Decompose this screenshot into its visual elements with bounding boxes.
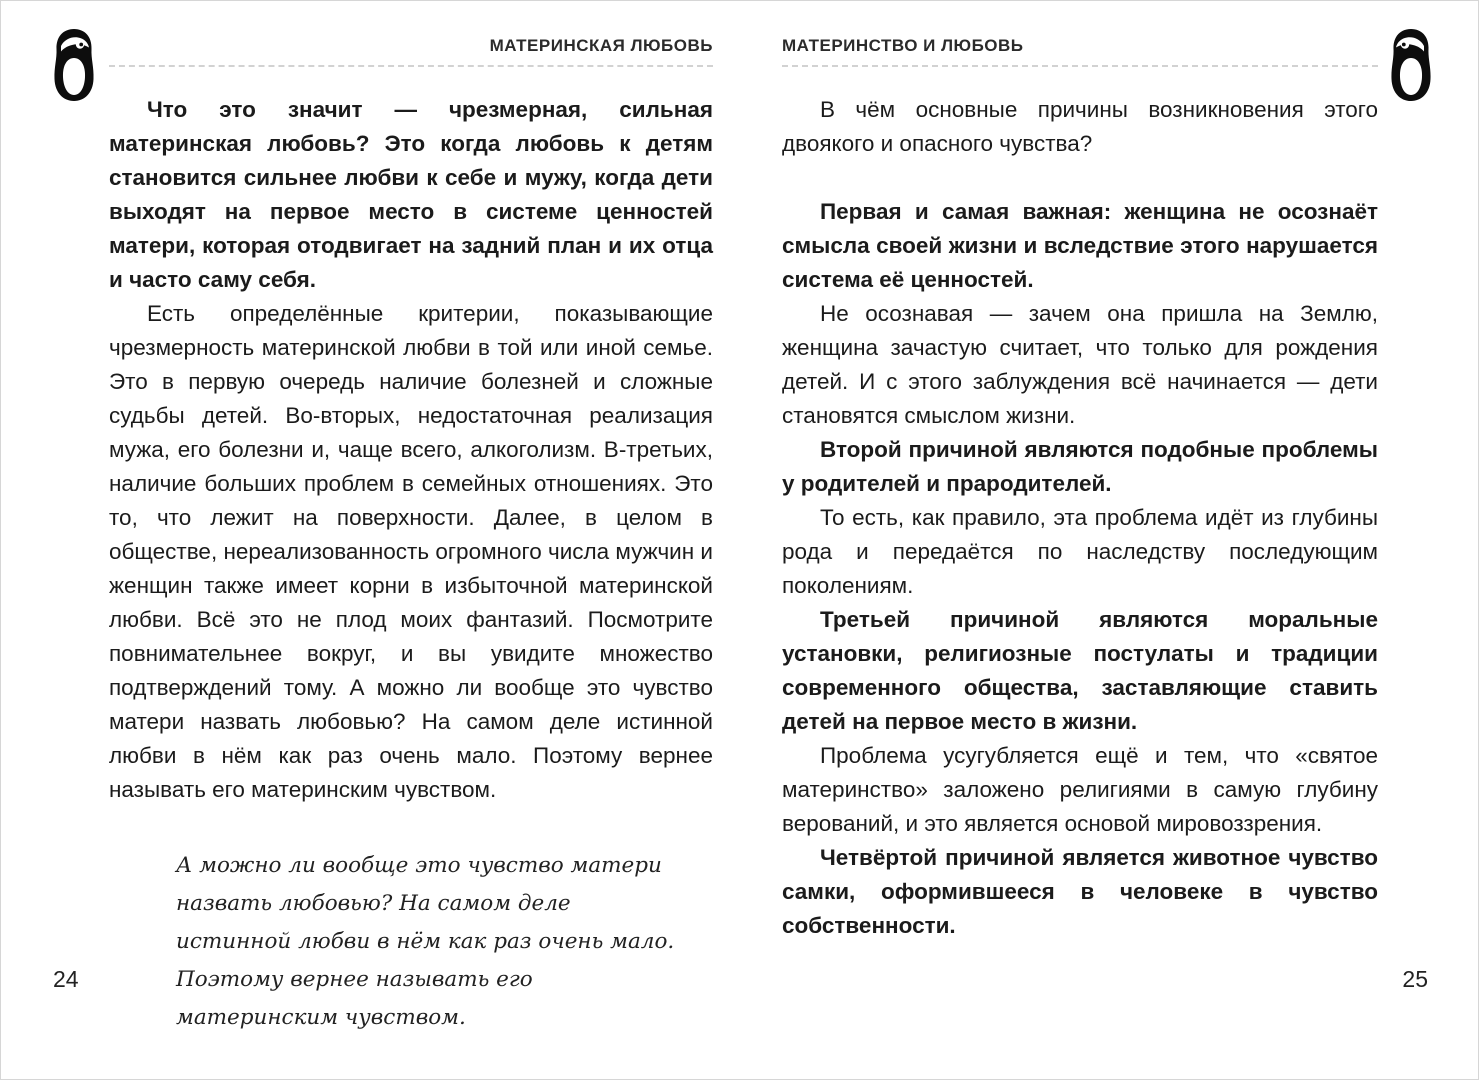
right-header-rule (782, 65, 1378, 67)
body-paragraph: Не осознавая — зачем она пришла на Землю, женщина зачастую считает, что только для рождения детей. И с этого заблуждения всё начинается — дети становятся смыслом жизни. (782, 301, 1378, 428)
penguin-logo-left-icon (51, 27, 97, 103)
body-paragraph: Есть определённые критерии, показывающие чрезмерность материнской любви в той или иной семье. Это в первую очередь наличие болезней и сложные судьбы детей. Во-вторых, недостаточная реализация мужа, его болезни и, чаще всего, алкоголизм. В-третьих, наличие больших проблем в семейных отношениях. Это то, что лежит на поверхности. Далее, в целом в обществе, нереализованность огромного числа мужчин и женщин также имеет корни в избыточной материнской любви. Всё это не плод моих фантазий. Посмотрите повнимательнее вокруг, и вы увидите множество подтверждений тому. А можно ли вообще это чувство матери назвать любовью? На самом деле истинной любви в нём как раз очень мало. Поэтому вернее называть его материнским чувством. (109, 301, 713, 802)
page-number-right: 25 (1402, 966, 1428, 992)
penguin-logo-right-icon (1388, 27, 1434, 103)
body-paragraph: Что это значит — чрезмерная, сильная материнская любовь? Это когда любовь к детям становится сильнее любви к себе и мужу, когда дети выходят на первое место в системе ценностей матери, которая отодвигает на задний план и их отца и часто саму себя. (109, 97, 713, 292)
left-running-header (109, 35, 713, 57)
body-paragraph: Четвёртой причиной является животное чувство самки, оформившееся в человеке в чувство собственности. (782, 845, 1378, 938)
right-header-title: МАТЕРИНСТВО И ЛЮБОВЬ (782, 36, 1024, 55)
left-body-text (109, 93, 713, 1037)
body-paragraph: Первая и самая важная: женщина не осознаёт смысла своей жизни и вследствие этого нарушается система её ценностей. (782, 199, 1378, 292)
body-paragraph: В чём основные причины возникновения этого двоякого и опасного чувства? (782, 97, 1378, 156)
right-body-text (782, 93, 1378, 943)
left-page (109, 35, 713, 1037)
page-number-left: 24 (53, 966, 79, 992)
right-page (782, 35, 1378, 943)
body-paragraph: То есть, как правило, эта проблема идёт из глубины рода и передаётся по наследству последующим поколениям. (782, 505, 1378, 598)
right-running-header (782, 35, 1378, 57)
left-header-title: МАТЕРИНСКАЯ ЛЮБОВЬ (489, 36, 713, 55)
body-paragraph: Второй причиной являются подобные проблемы у родителей и прародителей. (782, 437, 1378, 496)
left-header-rule (109, 65, 713, 67)
body-paragraph: Проблема усугубляется ещё и тем, что «святое материнство» заложено религиями в самую глубину верований, и это является основой мировоззрения. (782, 743, 1378, 836)
quote-block: А можно ли вообще это чувство матери назвать любовью? На самом деле истинной любви в нём как раз очень мало. Поэтому вернее называть его материнским чувством. (176, 853, 675, 1030)
body-paragraph: Третьей причиной являются моральные установки, религиозные постулаты и традиции современного общества, заставляющие ставить детей на первое место в жизни. (782, 607, 1378, 734)
